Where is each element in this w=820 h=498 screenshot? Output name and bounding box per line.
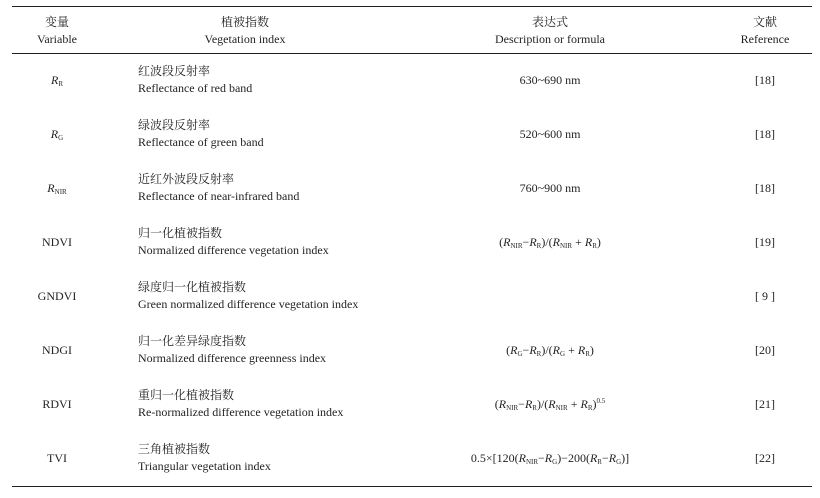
reference-cell: [18] [755,181,775,195]
formula-cell: $(R_G-R_R)/(R_G + R_R)$ [506,343,594,358]
variable-cell: TVI [47,451,67,465]
vegetation-index-cell: 三角植被指数 Triangular vegetation index [138,442,271,473]
reference-cell: [18] [755,127,775,141]
formula-cell: 520~600 nm [519,127,581,141]
header-reference [725,14,805,48]
table-row [0,432,820,486]
table-bottom-rule [12,486,812,487]
vegetation-index-cell: 归一化差异绿度指数 Normalized difference greenness index [138,334,327,365]
formula-cell: 630~690 nm [519,73,581,87]
table-row [0,270,820,324]
variable-cell: NDGI [42,343,72,357]
header-vi-en: Vegetation index [204,32,286,46]
formula-cell: 760~900 nm [519,181,581,195]
reference-cell: [19] [755,235,775,249]
variable-cell: NDVI [42,235,72,249]
table-row [0,216,820,270]
header-ref-en: Reference [740,32,790,46]
formula-cell: $(R_{NIR}-R_R)/(R_{NIR} + R_R)^{0.5}$ [494,397,606,412]
table-row [0,324,820,378]
table-row [0,378,820,432]
variable-cell: $R_G$ [50,127,64,142]
variable-cell: GNDVI [37,289,77,303]
vegetation-index-cell: 绿度归一化植被指数 Green normalized difference vegetation index [138,280,359,311]
header-vegetation-index [160,14,330,48]
header-vi-zh: 植被指数 [220,15,269,29]
header-variable-en: Variable [37,32,77,46]
variable-cell: RDVI [42,397,72,411]
vegetation-index-cell: 近红外波段反射率 Reflectance of near-infrared band [138,172,300,203]
formula-cell: $0.5\times[120(R_{NIR}-R_G)-200(R_R-R_G)]$ [470,451,630,466]
reference-cell: [22] [755,451,775,465]
vegetation-index-cell: 红波段反射率 Reflectance of red band [138,64,253,95]
vegetation-index-cell: 归一化植被指数 Normalized difference vegetation index [138,226,329,257]
vegetation-index-cell: 重归一化植被指数 Re-normalized difference vegetation index [138,388,344,419]
table-row [0,108,820,162]
header-variable-zh: 变量 [44,15,69,29]
table-row [0,162,820,216]
variable-cell: $R_{NIR}$ [47,181,67,196]
variable-cell: $R_R$ [50,73,63,88]
header-formula-zh: 表达式 [531,15,568,29]
reference-cell: [18] [755,73,775,87]
header-formula [460,14,640,48]
reference-cell: [21] [755,397,775,411]
header-formula-en: Description or formula [495,32,605,46]
table-top-rule [12,6,812,7]
table-row [0,54,820,108]
vegetation-index-cell: 绿波段反射率 Reflectance of green band [138,118,264,149]
reference-cell: [ 9 ] [755,289,775,303]
header-ref-zh: 文献 [752,15,777,29]
reference-cell: [20] [755,343,775,357]
formula-cell: $(R_{NIR}-R_R)/(R_{NIR} + R_R)$ [499,235,601,250]
header-variable [22,14,92,48]
